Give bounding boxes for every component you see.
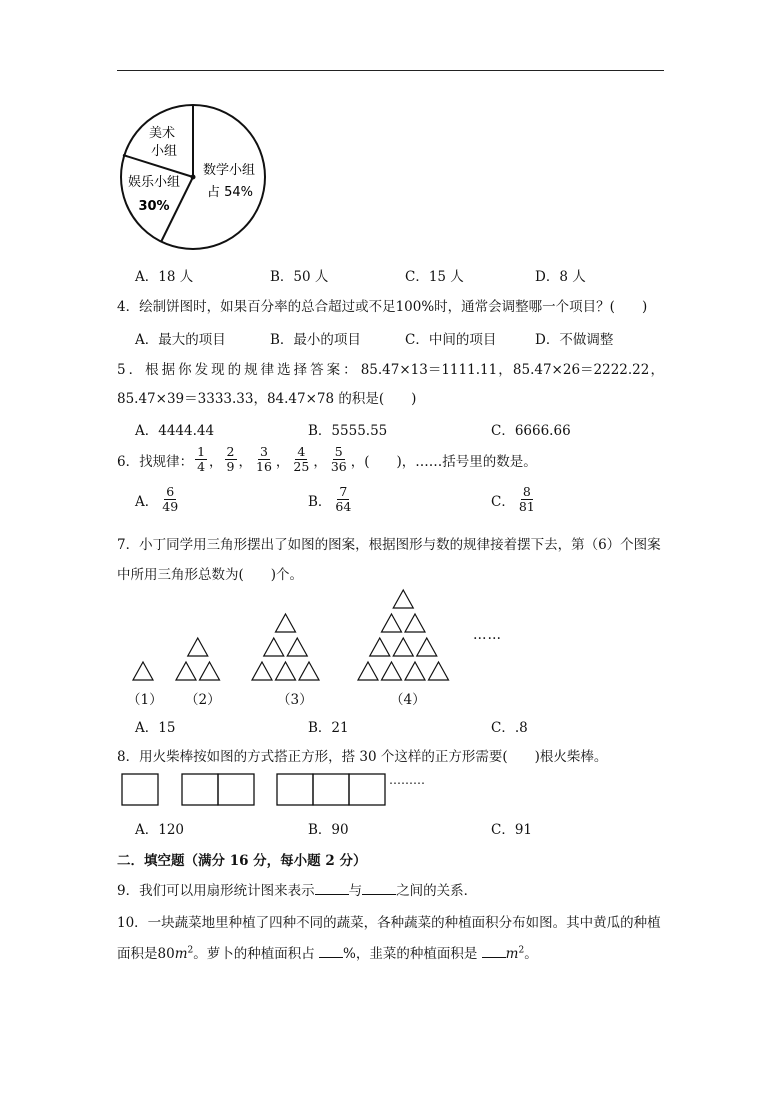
q6-suffix: ，( )，……括号里的数是。 (350, 453, 537, 470)
q6-question (117, 445, 537, 475)
q5-option-c[interactable]: C．6666.66 (491, 423, 571, 439)
triangle (276, 614, 296, 632)
q5-end: ， (650, 362, 664, 378)
q7-fig-label-2: （2） (185, 692, 221, 708)
q3-option-c[interactable]: C．15 人 (405, 269, 464, 285)
match-square (182, 774, 218, 805)
q4-option-a[interactable]: A．最大的项目 (135, 332, 226, 348)
header-rule (117, 70, 664, 71)
q4-question: 4．绘制饼图时，如果百分率的总合超过或不足100%时，通常会调整哪一个项目？( ) (117, 299, 648, 315)
pie-label-art-2: 小组 (150, 144, 178, 159)
q4-option-b[interactable]: B．最小的项目 (270, 332, 361, 348)
pie-chart-figure (118, 102, 278, 252)
q7-fig-label-4: （4） (390, 692, 426, 708)
q7-line2: 中所用三角形总数为( )个。 (117, 567, 304, 583)
q8-option-b[interactable]: B．90 (308, 822, 349, 838)
q6-sep-3: ， (275, 453, 290, 470)
triangle (188, 638, 208, 656)
match-square (349, 774, 385, 805)
q10-unit-1: m (174, 946, 188, 962)
q7-continuation-dots: …… (473, 627, 502, 643)
triangle-pattern-4 (358, 590, 449, 680)
q6-sep-2: ， (238, 453, 252, 470)
pie-label-ent-2: 30% (138, 199, 170, 214)
matchstick-squares-figure (120, 772, 390, 808)
q7-option-a[interactable]: A．15 (135, 720, 176, 736)
pie-label-math-2: 占 54% (206, 185, 254, 200)
q7-option-b[interactable]: B．21 (308, 720, 349, 736)
q5-eq2: 85.47×26＝2222.22 (512, 362, 650, 378)
q6-option-b-label: B． (308, 493, 332, 510)
q10-unit-1-sup: 2 (187, 945, 194, 956)
triangle (176, 662, 196, 680)
q6-option-b[interactable] (308, 485, 355, 515)
match-square (277, 774, 313, 805)
q5-option-b[interactable]: B．5555.55 (308, 423, 388, 439)
q10-text-3: %，韭菜的种植面积是 (343, 946, 478, 962)
q10-blank-1[interactable] (319, 945, 343, 958)
q10-line2 (117, 942, 538, 962)
q6-frac-5: $\frac{5}{36}$ (330, 444, 347, 475)
triangle (133, 662, 153, 680)
q7-fig-label-1: （1） (127, 692, 163, 708)
q6-option-a-label: A． (135, 493, 159, 510)
q5-eq1: 85.47×13＝1111.11 (360, 362, 498, 378)
q9-question (117, 879, 477, 899)
triangle (393, 638, 413, 656)
q9-text-3: 之间的关系． (396, 883, 478, 899)
triangle (252, 662, 272, 680)
q4-option-c[interactable]: C．中间的项目 (405, 332, 497, 348)
q3-option-d[interactable]: D．8 人 (535, 269, 586, 285)
triangle (405, 662, 425, 680)
q10-text-4: 。 (524, 946, 538, 962)
triangle (405, 614, 425, 632)
triangle (358, 662, 378, 680)
q5-line1-intro: 5．根据你发现的规律选择答案： (117, 362, 360, 378)
triangle-pattern-1 (133, 662, 153, 680)
pie-label-math-1: 数学小组 (202, 163, 256, 178)
q9-blank-1[interactable] (315, 882, 349, 895)
triangle (276, 662, 296, 680)
q6-option-c-label: C． (491, 493, 515, 510)
q10-text-1: 面积是80 (117, 946, 175, 962)
triangle (299, 662, 319, 680)
q6-sep-1: ， (209, 453, 223, 470)
pie-label-ent-1: 娱乐小组 (127, 175, 181, 190)
match-square (313, 774, 349, 805)
q10-text-2: 。萝卜的种植面积占 (193, 946, 315, 962)
triangle (287, 638, 307, 656)
q7-fig-label-3: （3） (277, 692, 313, 708)
q6-frac-2: $\frac{2}{9}$ (226, 444, 235, 475)
q9-text-2: 与 (348, 883, 363, 899)
pie-center-dot (191, 175, 196, 180)
triangle (264, 638, 284, 656)
triangle-pattern-3 (252, 614, 319, 680)
q10-blank-2[interactable] (482, 945, 506, 958)
q10-unit-2-sup: 2 (518, 945, 525, 956)
q9-blank-2[interactable] (362, 882, 396, 895)
q5-option-a[interactable]: A．4444.44 (135, 423, 215, 439)
pie-label-art-1: 美术 (148, 126, 176, 141)
q6-sep-4: ， (313, 453, 327, 470)
q6-frac-4: $\frac{4}{25}$ (293, 444, 310, 475)
q8-continuation-dots: ……… (389, 773, 425, 787)
q6-option-c-frac: $\frac{8}{81}$ (518, 484, 535, 515)
q10-line1: 10．一块蔬菜地里种植了四种不同的蔬菜，各种蔬菜的种植面积分布如图。其中黄瓜的种植 (117, 915, 661, 931)
section-2-heading: 二．填空题（满分 16 分，每小题 2 分） (117, 853, 367, 869)
q3-option-b[interactable]: B．50 人 (270, 269, 329, 285)
q8-option-a[interactable]: A．120 (135, 822, 185, 838)
q6-prefix: 6．找规律： (117, 453, 194, 470)
q3-option-a[interactable]: A．18 人 (135, 269, 194, 285)
q5-line2: 85.47×39＝3333.33，84.47×78 的积是( ) (117, 391, 417, 407)
q5-line1 (117, 358, 664, 378)
q6-frac-1: $\frac{1}{4}$ (197, 444, 206, 475)
q6-option-b-frac: $\frac{7}{64}$ (335, 484, 352, 515)
q8-option-c[interactable]: C．91 (491, 822, 533, 838)
q6-option-c[interactable] (491, 485, 539, 515)
triangle (370, 638, 390, 656)
q6-option-a-frac: $\frac{6}{49}$ (162, 484, 179, 515)
triangle-pattern-2 (176, 638, 220, 680)
q9-text-1: 9．我们可以用扇形统计图来表示 (117, 883, 315, 899)
triangle (382, 614, 402, 632)
triangle (382, 662, 402, 680)
triangle (393, 590, 413, 608)
q7-line1: 7．小丁同学用三角形摆出了如图的图案，根据图形与数的规律接着摆下去，第（6）个图案 (117, 537, 661, 553)
q8-question: 8．用火柴棒按如图的方式搭正方形，搭 30 个这样的正方形需要( )根火柴棒。 (117, 749, 608, 765)
q7-option-c[interactable]: C．.8 (491, 720, 528, 736)
match-square (122, 774, 158, 805)
q6-frac-3: $\frac{3}{16}$ (256, 444, 272, 475)
q6-option-a[interactable] (135, 485, 182, 515)
triangle (429, 662, 449, 680)
triangle (200, 662, 220, 680)
triangle (417, 638, 437, 656)
q5-sep: ， (498, 362, 512, 378)
q10-unit-2: m (505, 946, 519, 962)
q4-option-d[interactable]: D．不做调整 (535, 332, 614, 348)
match-square (218, 774, 254, 805)
